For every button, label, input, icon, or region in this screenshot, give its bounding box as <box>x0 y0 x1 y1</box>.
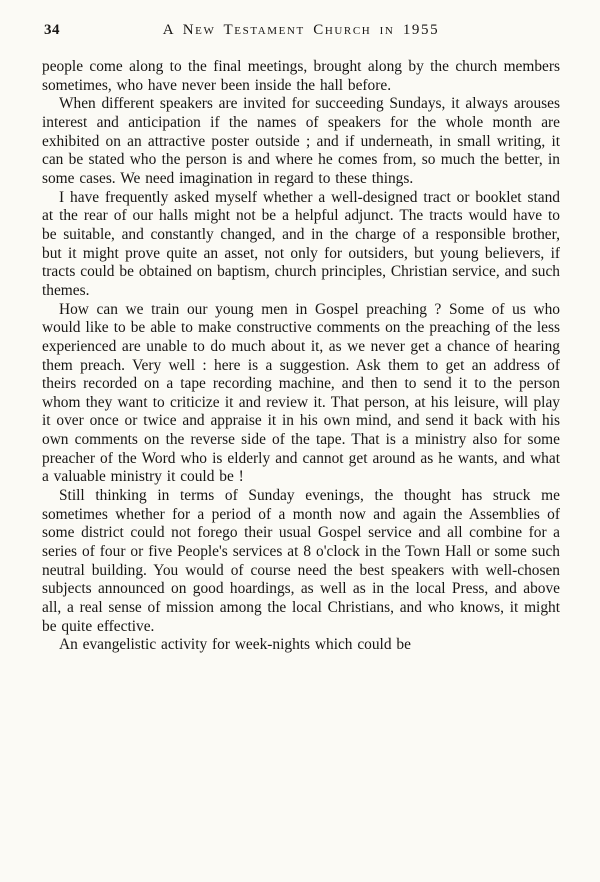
page-body <box>42 58 560 655</box>
paragraph: When different speakers are invited for succeeding Sundays, it always arouses interest and anticipation if the names of speakers for the whole month are exhibited on an attractive poster outside ; and if underneath, in small writing, it can be stated who the person is and where he comes from, so much the better, in some cases. We need imagination in regard to these things. <box>42 95 560 187</box>
page-number: 34 <box>44 22 60 38</box>
paragraph: people come along to the final meetings, brought along by the church members sometimes, who have never been inside the hall before. <box>42 58 560 94</box>
paragraph: How can we train our young men in Gospel preaching ? Some of us who would like to be able to make constructive comments on the preaching of the less experienced are unable to do much about it, as we never get a chance of hearing them preach. Very well : here is a suggestion. Ask them to get an address of theirs recorded on a tape recording machine, and then to send it to the person whom they want to criticize it and review it. That person, at his leisure, will play it over once or twice and appraise it in his own mind, and send it back with his own comments on the reverse side of the tape. That is a ministry also for some preacher of the Word who is elderly and cannot get around as he wants, and what a valuable ministry it could be ! <box>42 300 560 486</box>
paragraph: An evangelistic activity for week-nights which could be <box>59 636 411 654</box>
paragraph: Still thinking in terms of Sunday evenings, the thought has struck me sometimes whether for a period of a month now and again the Assemblies of some district could not forego their usual Gospel service and all combine for a series of four or five People's services at 8 o'clock in the Town Hall or some such neutral building. You would of course need the best speakers with well-chosen subjects announced on good hoardings, as well as in the local Press, and above all, a real sense of mission among the local Christians, and who knows, it might be quite effective. <box>42 487 560 635</box>
running-head: A New Testament Church in 1955 <box>162 22 440 38</box>
page-header <box>42 22 560 44</box>
paragraph: I have frequently asked myself whether a well-designed tract or booklet stand at the rear of our halls might not be a helpful adjunct. The tracts would have to be suitable, and constantly changed, and in the charge of a responsible brother, but it might prove quite an asset, not only for outsiders, but young believers, if tracts could be obtained on baptism, church principles, Christian service, and such themes. <box>42 188 560 299</box>
